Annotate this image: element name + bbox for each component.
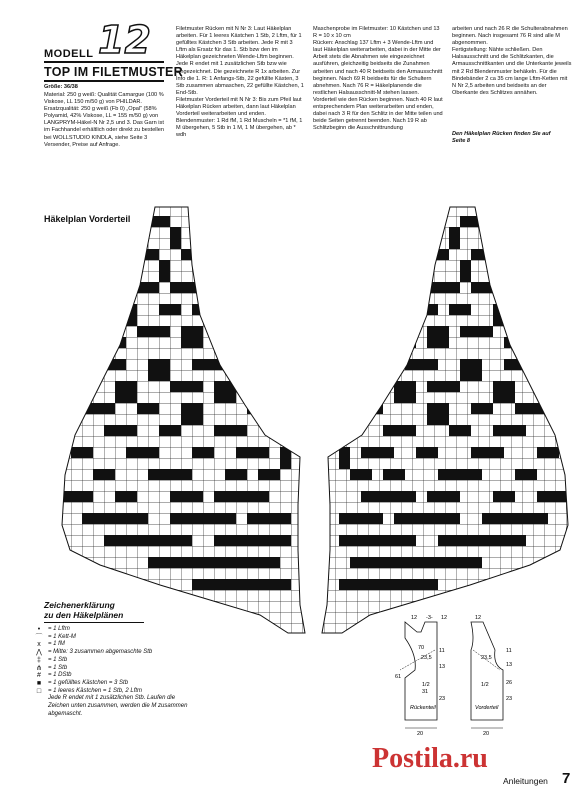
filled-square bbox=[394, 337, 416, 348]
front-piece-label: Vorderteil bbox=[475, 705, 499, 711]
filled-square bbox=[504, 337, 526, 348]
legend-title-2: zu den Häkelplänen bbox=[44, 610, 124, 620]
filled-square bbox=[350, 557, 482, 568]
filled-square bbox=[339, 535, 416, 546]
page-title: TOP IM FILETMUSTER bbox=[44, 65, 183, 79]
filled-square bbox=[225, 469, 247, 480]
filled-square bbox=[269, 425, 291, 436]
dim-label: 23 bbox=[439, 696, 446, 702]
filled-square bbox=[236, 447, 269, 458]
legend-list bbox=[30, 626, 190, 718]
filled-square bbox=[148, 557, 280, 568]
filled-square bbox=[383, 425, 416, 436]
filled-square bbox=[471, 403, 493, 414]
filled-square bbox=[192, 447, 214, 458]
filled-square bbox=[460, 260, 471, 282]
filled-square bbox=[427, 491, 460, 502]
filled-square bbox=[148, 359, 170, 381]
filled-square bbox=[449, 227, 460, 249]
dim-label: 13 bbox=[439, 664, 446, 670]
dim-label: 1/2 bbox=[481, 682, 489, 688]
filled-square bbox=[493, 491, 515, 502]
filled-square bbox=[394, 381, 416, 403]
instructions-col4: arbeiten und nach 26 R die Schulterabnahmen beginnen. Nach insgesamt 76 R sind alle M abgenommen. Fertigstellung: Nähte schließen. Den Halsausschnitt und die Schlitzkanten, die Armausschnittkanten und die Unterkante jeweils mit 2 Rd Blendenmuster behäkeln. Für die Bindebänder 2 ca 35 cm lange Lftm-Ketten mit N Nr 2,5 arbeiten und beidseits an der Oberkante des Schlitzes annähen. bbox=[452, 26, 572, 96]
dim-label: 61 bbox=[395, 674, 402, 680]
legend-item: x = 1 fM bbox=[30, 641, 190, 649]
filled-square bbox=[339, 579, 438, 590]
filled-square bbox=[71, 447, 93, 458]
single-crochet-icon: x bbox=[37, 641, 41, 649]
filled-square bbox=[383, 469, 405, 480]
filled-square bbox=[350, 469, 372, 480]
instructions-col3: Maschenprobe im Filetmuster: 10 Kästchen und 13 R = 10 x 10 cm Rücken: Anschlag 137 Lftm + 3 Wende-Lftm und laut Häkelplan weiterarbeiten, dabei in der Mitte der Arbeit stets die Abnahmen wie eingezeichnet ausführen, gleichzeitig beidseits die Zunahmen arbeiten und nach 40 R beidseits den Armausschnitt beginnen. Nach 69 R beidseits für die Schultern abnehmen. Nach 76 R = Häkelplanende die restlichen Halsausschnitt-M stehen lassen. Vorderteil wie den Rücken beginnen. Nach 40 R laut entsprechendem Plan weiterarbeiten und enden, dabei nach 3 R für den Schlitz in der Mitte teilen und beide Seiten getrennt beenden. Nach 19 R ab Schlitzbeginn die Ausschnittrundung bbox=[313, 26, 443, 132]
filled-square bbox=[192, 579, 291, 590]
filled-square bbox=[137, 403, 159, 414]
modell-label: MODELL bbox=[44, 48, 94, 60]
filled-square bbox=[104, 337, 126, 348]
legend-note: Jede R endet mit 1 zusätzlichen Stb. Laufen die Zeichen unten zusammen, werden die M zusammen abgemascht. bbox=[48, 695, 188, 717]
filled-square bbox=[471, 447, 504, 458]
dim-label: 23 bbox=[506, 696, 513, 702]
filled-square bbox=[427, 403, 449, 425]
dim-label: 23,5 bbox=[421, 655, 432, 661]
filled-square bbox=[339, 425, 361, 436]
instructions-col2: Filetmuster Rücken mit N Nr 3: Laut Häkelplan arbeiten. Für 1 leeres Kästchen 1 Stb, 2 Lftm, für 1 gefülltes Kästchen 3 Stb arbeiten. Jede R mit 3 Lftm als Ersatz für das 1. Stb bzw den im Häkelplan gezeichneten Wende-Lftm beginnen. Jede R endet mit 1 zusätzlichen Stb bzw wie eingezeichnet. Die gezeichnete R 1x arbeiten. Zur Info die 1. R: 1 Anfangs-Stb, 22 gefüllte Kästen, 3 Stb zusammen abmaschen, 22 gefüllte Kästchen, 1 End-Stb. Filetmuster Vorderteil mit N Nr 3: Bis zum Pfeil laut Häkelplan Rücken arbeiten, dann laut Häkelplan Vorderteil weiterarbeiten und enden. Blendenmuster: 1 Rd fM, 1 Rd Muscheln = *1 fM, 1 M übergehen, 5 Stb in 1 M, 1 M übergehen, ab * wdh bbox=[176, 26, 304, 139]
filled-square bbox=[236, 359, 258, 370]
dim-label: 20 bbox=[417, 731, 424, 737]
material-text: Material: 250 g weiß: Qualität Camargue (100 % Viskose, LL 150 m/50 g) von PHILDAR. Ersatzqualität: 250 g weiß (Fb 0) „Opal“ (58% Polyamid, 42% Viskose, LL = 155 m/50 g) von LANGPRYM-Häkel-N Nr 2,5 und 3. Das Garn ist im Fachhandel erhältlich oder direkt zu bestellen bei WOLLSTUDIO KINDLA, siehe Seite 3 Versender, Preise auf Anfrage. bbox=[44, 92, 166, 148]
filled-square bbox=[104, 535, 192, 546]
filled-square bbox=[159, 260, 170, 282]
filled-square bbox=[258, 469, 280, 480]
legend-item: ⌒ = 1 Kett-M bbox=[30, 634, 190, 642]
dim-label: 23,5 bbox=[481, 655, 492, 661]
dim-label: 13 bbox=[506, 662, 513, 668]
footer-label: Anleitungen bbox=[503, 776, 548, 786]
legend-item: ⋔ = 1 Stb bbox=[30, 665, 190, 673]
filled-square bbox=[405, 359, 438, 370]
filled-square bbox=[247, 513, 291, 524]
filled-square bbox=[449, 425, 471, 436]
filled-square bbox=[170, 491, 203, 502]
page-number: 7 bbox=[562, 770, 571, 787]
filled-square bbox=[170, 282, 203, 293]
filled-square bbox=[126, 447, 159, 458]
filled-square bbox=[148, 469, 192, 480]
filled-square bbox=[170, 227, 181, 249]
treble-crochet-icon: # bbox=[37, 672, 41, 680]
back-piece-label: Rückenteil bbox=[410, 705, 436, 711]
header-rule-bottom bbox=[44, 80, 164, 82]
filled-square bbox=[137, 326, 170, 337]
filled-square bbox=[181, 403, 203, 425]
filled-square bbox=[493, 381, 515, 403]
filled-square bbox=[93, 469, 115, 480]
filled-square bbox=[137, 249, 159, 260]
filled-square bbox=[214, 337, 236, 348]
dim-label: 11 bbox=[506, 648, 512, 654]
filled-square bbox=[493, 425, 526, 436]
legend-title-1: Zeichenerklärung bbox=[44, 600, 115, 610]
filled-square bbox=[214, 491, 269, 502]
filled-square bbox=[372, 359, 394, 370]
legend-item: • = 1 Lftm bbox=[30, 626, 190, 634]
legend-rule bbox=[44, 622, 144, 623]
filled-square bbox=[438, 469, 482, 480]
filled-square bbox=[181, 326, 203, 348]
filled-square bbox=[471, 282, 504, 293]
filled-square bbox=[82, 403, 115, 414]
dim-label: -3- bbox=[426, 615, 433, 621]
decrease-icon: ⋀ bbox=[36, 649, 42, 657]
filled-square bbox=[493, 304, 515, 326]
double-crochet-icon: ‡ bbox=[37, 656, 41, 664]
dim-label: 12 bbox=[475, 615, 482, 621]
filled-square bbox=[104, 425, 137, 436]
empty-square-icon: □ bbox=[36, 687, 42, 695]
legend-item: # = 1 DStb bbox=[30, 672, 190, 680]
filled-square bbox=[537, 491, 570, 502]
dim-label: 26 bbox=[506, 680, 513, 686]
filled-square bbox=[471, 249, 493, 260]
filled-square bbox=[214, 381, 236, 403]
filled-square bbox=[60, 491, 93, 502]
dim-label: 70 bbox=[418, 645, 425, 651]
filled-square bbox=[537, 447, 559, 458]
filled-square bbox=[394, 513, 460, 524]
filled-square-icon: ■ bbox=[36, 679, 42, 687]
filled-square bbox=[159, 425, 181, 436]
chain-icon: • bbox=[37, 626, 41, 633]
filled-square bbox=[93, 359, 126, 370]
dim-label: 1/2 bbox=[422, 682, 430, 688]
slip-stitch-icon: ⌒ bbox=[35, 633, 43, 641]
filled-square bbox=[115, 381, 137, 403]
crochet-chart bbox=[60, 205, 570, 635]
dim-label: 31 bbox=[422, 689, 429, 695]
filled-square bbox=[361, 491, 416, 502]
filled-square bbox=[515, 469, 537, 480]
watermark-text: Postila.ru bbox=[372, 743, 488, 774]
filled-square bbox=[159, 304, 181, 315]
legend-item: ■ = 1 gefülltes Kästchen = 3 Stb bbox=[30, 680, 190, 688]
filled-square bbox=[214, 425, 247, 436]
legend-item: ‡ = 1 Stb bbox=[30, 657, 190, 665]
filled-square bbox=[504, 359, 537, 370]
size-text: Größe: 36/38 bbox=[44, 84, 78, 90]
filled-square bbox=[82, 513, 148, 524]
filled-square bbox=[416, 447, 438, 458]
dim-label: 20 bbox=[483, 731, 490, 737]
chart-title: Häkelplan Vorderteil bbox=[44, 214, 131, 224]
dim-label: 12 bbox=[411, 615, 418, 621]
back-chart-reference: Den Häkelplan Rücken finden Sie auf Seite 8 bbox=[452, 131, 553, 145]
filled-square bbox=[339, 513, 383, 524]
filled-square bbox=[170, 381, 203, 392]
filled-square bbox=[460, 359, 482, 381]
filled-square bbox=[126, 282, 159, 293]
filled-square bbox=[482, 513, 548, 524]
legend-item: □ = 1 leeres Kästchen = 1 Stb, 2 Lftm bbox=[30, 688, 190, 696]
filled-square bbox=[170, 513, 236, 524]
filled-square bbox=[115, 491, 137, 502]
filled-square bbox=[115, 304, 137, 326]
filled-square bbox=[449, 304, 471, 315]
double-crochet-alt-icon: ⋔ bbox=[36, 664, 42, 672]
size-schematic bbox=[395, 610, 535, 740]
filled-square bbox=[339, 447, 350, 469]
filled-square bbox=[361, 447, 394, 458]
dim-label: 11 bbox=[439, 648, 445, 654]
filled-square bbox=[427, 381, 460, 392]
modell-number: 12 bbox=[98, 18, 151, 62]
filled-square bbox=[460, 326, 493, 337]
filled-square bbox=[192, 304, 214, 315]
filled-square bbox=[427, 326, 449, 348]
filled-square bbox=[438, 535, 526, 546]
filled-square bbox=[515, 403, 548, 414]
filled-square bbox=[214, 535, 291, 546]
dim-label: 12 bbox=[441, 615, 448, 621]
legend-item: ⋀ = Mitte: 3 zusammen abgemaschte Stb bbox=[30, 649, 190, 657]
